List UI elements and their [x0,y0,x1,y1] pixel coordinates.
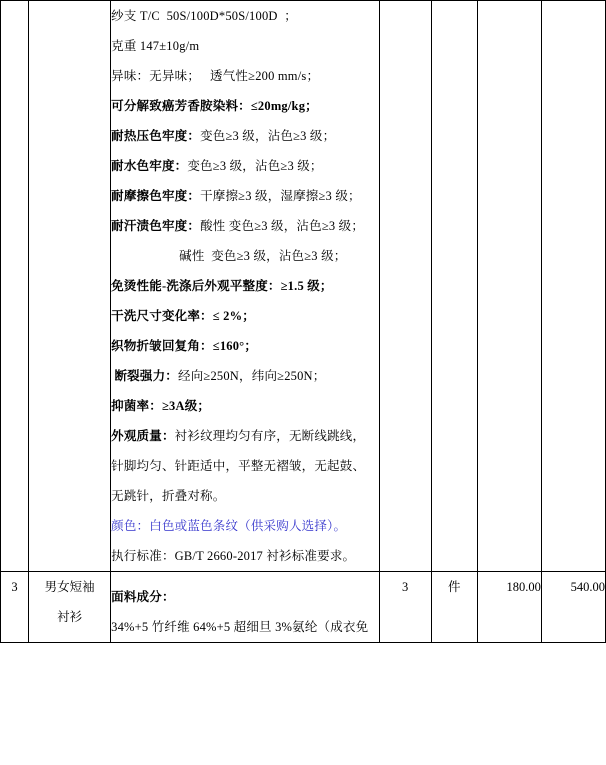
desc-line: 34%+5 竹纤维 64%+5 超细旦 3%氨纶（成衣免 [111,620,369,634]
desc-value: 变色≥3 级，沾色≥3 级； [187,159,323,173]
desc-line [111,181,378,211]
desc-line: 针脚均匀、针距适中，平整无褶皱，无起鼓、 [111,459,366,473]
desc-line: 免烫性能-洗涤后外观平整度：≥1.5 级； [111,279,333,293]
desc-value: 酸性 变色≥3 级，沾色≥3 级； [200,219,365,233]
desc-line: 干洗尺寸变化率：≤ 2%； [111,309,255,323]
row-unit-cell [431,1,477,572]
desc-label: 耐摩擦色牢度： [111,189,201,203]
row-unit-cell: 件 [431,572,477,643]
desc-line [111,361,378,391]
desc-value: 变色≥3 级，沾色≥3 级； [200,129,336,143]
desc-line: 面料成分： [111,590,175,604]
desc-line: 克重 147±10g/m [111,39,200,53]
desc-line [111,121,378,151]
desc-value: 衬衫纹理均匀有序，无断线跳线， [174,429,366,443]
row-name-cell [29,1,111,572]
row-index-cell [1,1,29,572]
row-description-cell [111,572,379,643]
row-total-cell: 540.00 [541,572,605,643]
table-row [1,572,606,643]
desc-line: 抑菌率：≥3A级； [111,399,211,413]
desc-label: 外观质量： [111,429,175,443]
desc-label: 耐水色牢度： [111,159,188,173]
row-price-cell: 180.00 [477,572,541,643]
desc-line: 纱支 T/C 50S/100D*50S/100D ； [111,9,297,23]
table-row [1,1,606,572]
desc-value: 干摩擦≥3 级，湿摩擦≥3 级； [200,189,361,203]
row-qty-cell: 3 [379,572,431,643]
desc-line: 可分解致癌芳香胺染料：≤20mg/kg； [111,99,318,113]
desc-line: 无跳针，折叠对称。 [111,489,226,503]
desc-line-color-note: 颜色：白色或蓝色条纹（供采购人选择）。 [111,519,347,533]
desc-line [111,211,378,241]
desc-line [111,421,378,451]
desc-label: 断裂强力： [111,369,178,383]
row-qty-cell [379,1,431,572]
row-name-cell [29,572,111,643]
desc-label: 耐汗渍色牢度： [111,219,201,233]
row-total-cell [541,1,605,572]
row-price-cell [477,1,541,572]
row-index-cell: 3 [1,572,29,643]
desc-label: 耐热压色牢度： [111,129,201,143]
row-name-line: 男女短袖 [44,580,95,594]
desc-line [111,151,378,181]
desc-line: 异味：无异味； 透气性≥200 mm/s； [111,69,320,83]
row-name-line: 衬衫 [57,610,83,624]
row-description-cell [111,1,379,572]
desc-line: 织物折皱回复角：≤160°； [111,339,258,353]
desc-line: 碱性 变色≥3 级，沾色≥3 级； [179,249,347,263]
desc-value: 经向≥250N，纬向≥250N； [178,369,326,383]
desc-line-standard: 执行标准：GB/T 2660-2017 衬衫标准要求。 [111,549,356,563]
